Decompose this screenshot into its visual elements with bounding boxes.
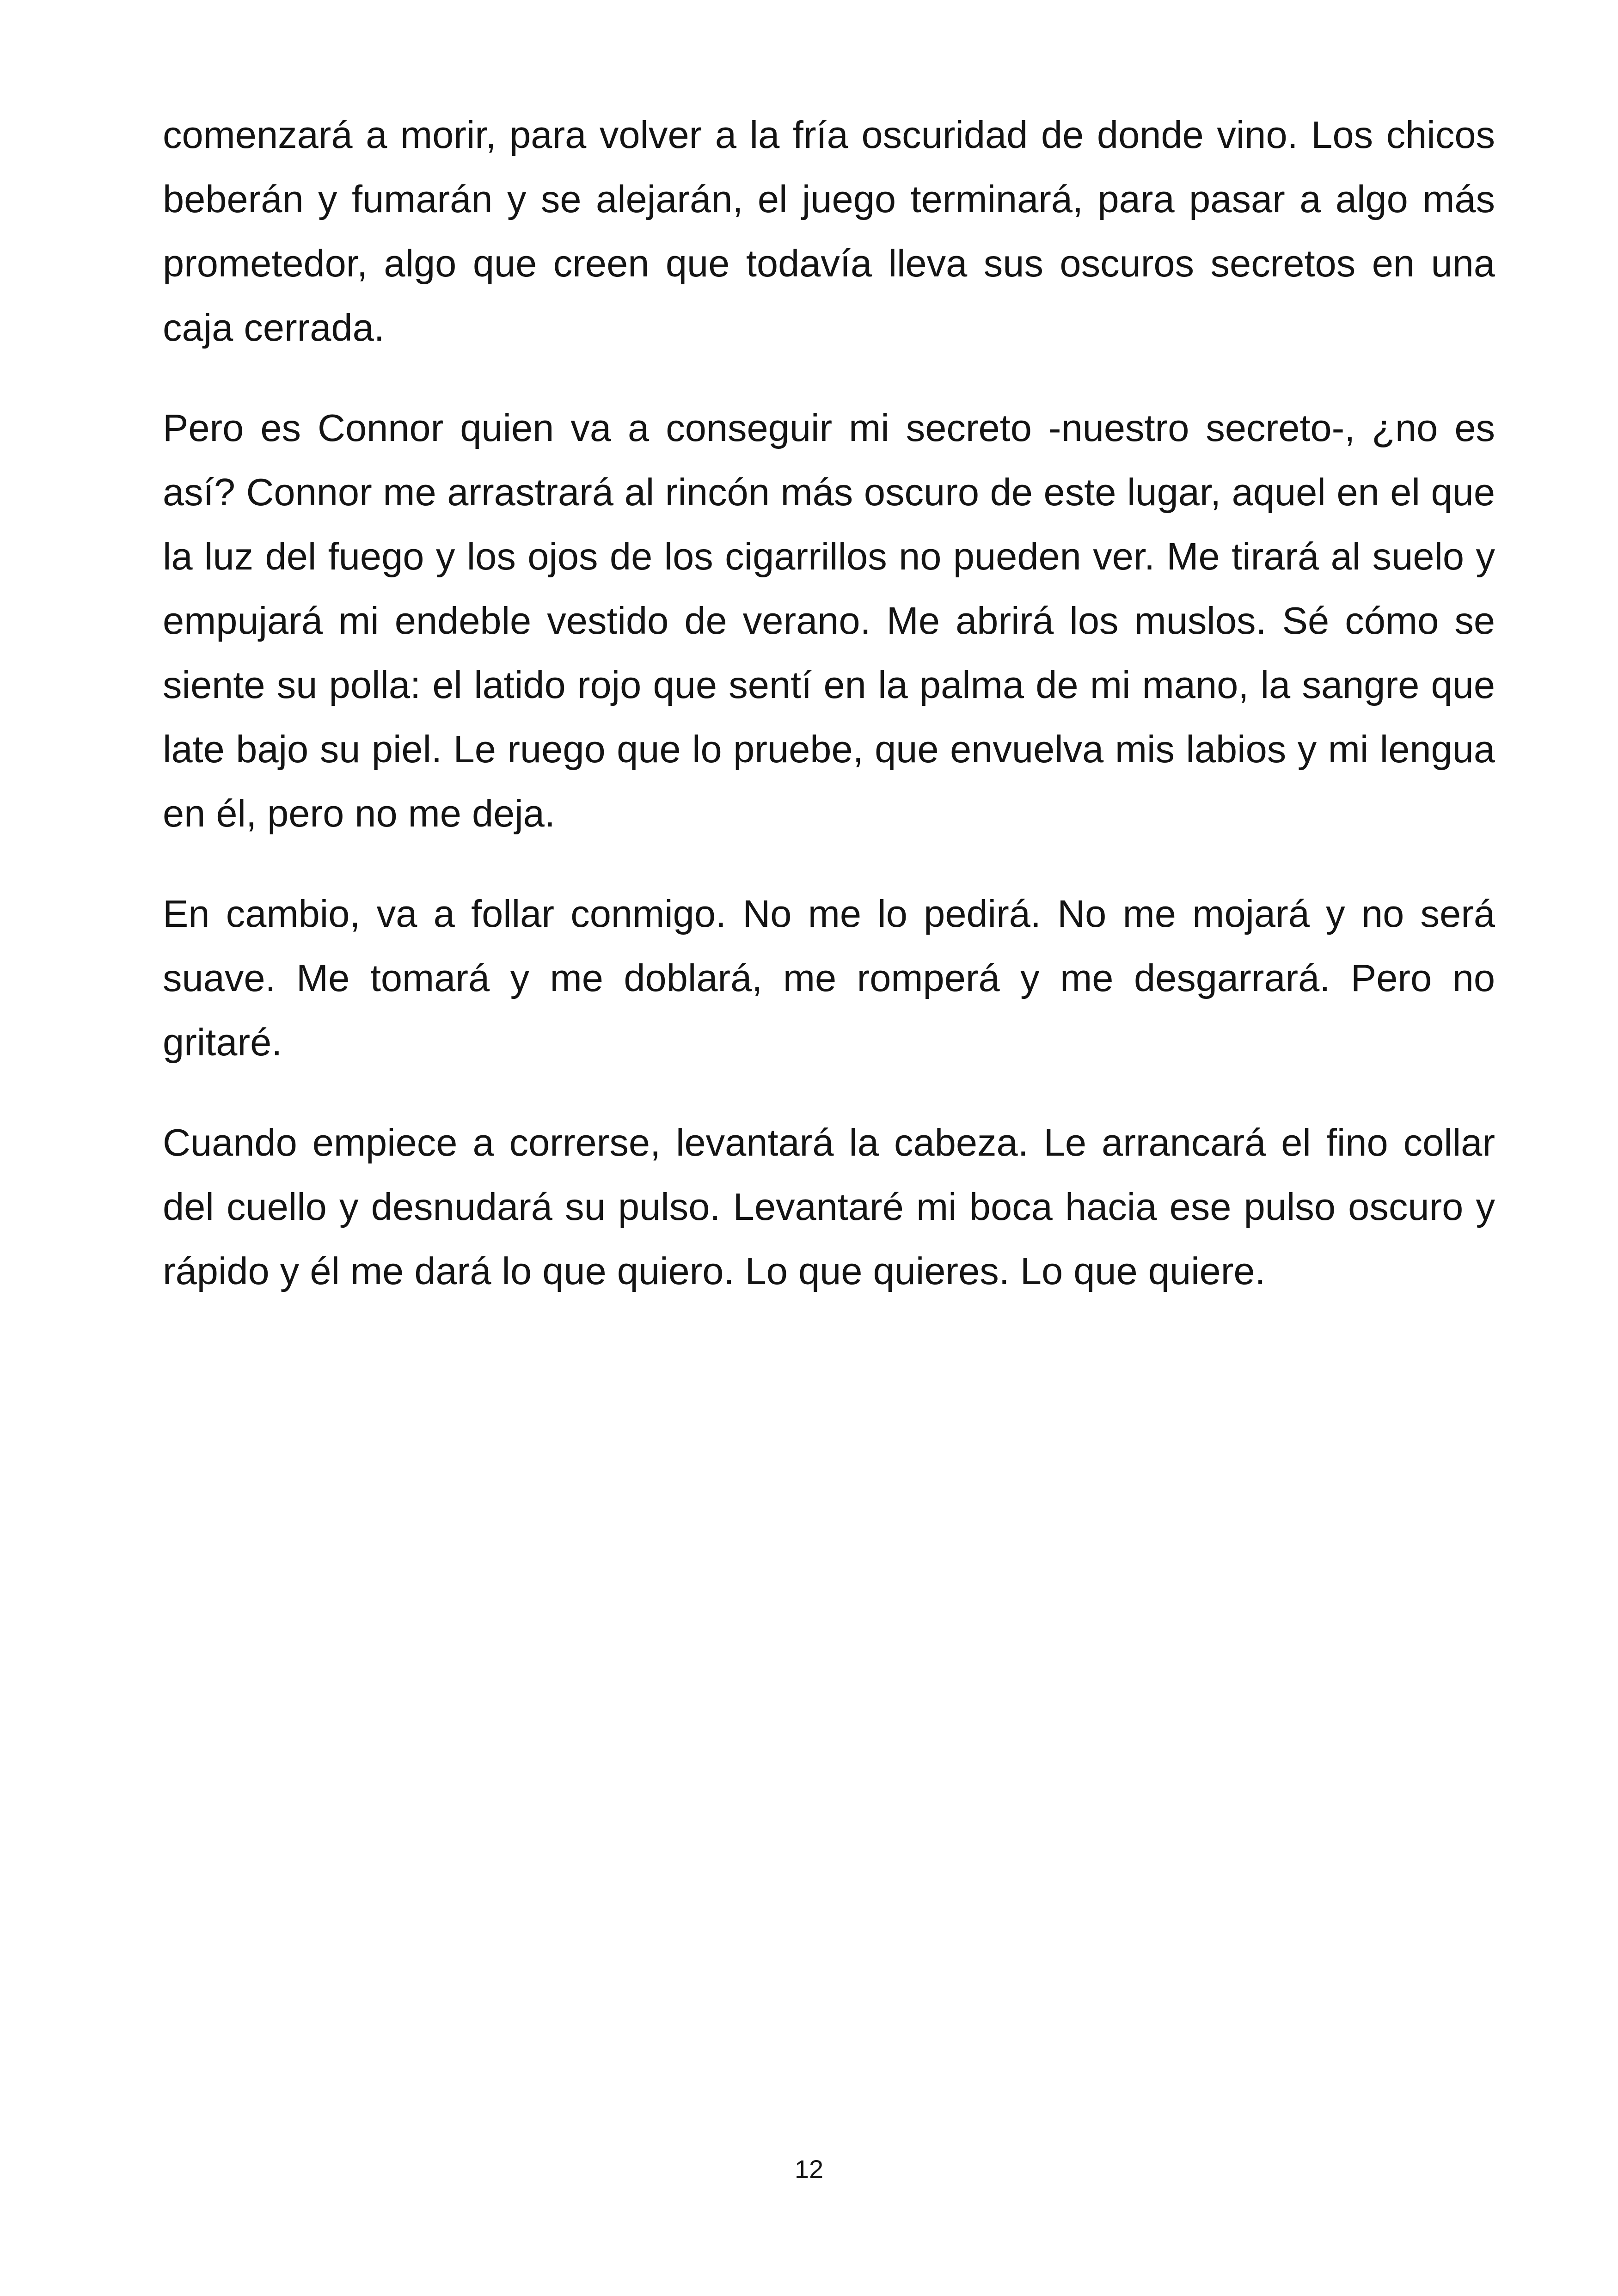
paragraph-4: Cuando empiece a correrse, levantará la cabeza. Le arrancará el fino collar del cuello y desnudará su pulso. Levantaré mi boca hacia ese pulso oscuro y rápido y él me dará lo que quiero. Lo que quieres. Lo que quiere.: [163, 1121, 1495, 1292]
page-number: 12: [794, 2155, 824, 2184]
body-text: [163, 103, 1495, 1303]
paragraph-3: En cambio, va a follar conmigo. No me lo pedirá. No me mojará y no será suave. Me tomará y me doblará, me romperá y me desgarrará. Pero no gritaré.: [163, 892, 1495, 1064]
paragraph-2: Pero es Connor quien va a conseguir mi secreto -nuestro secreto-, ¿no es así? Connor me arrastrará al rincón más oscuro de este lugar, aquel en el que la luz del fuego y los ojos de los cigarrillos no pueden ver. Me tirará al suelo y empujará mi endeble vestido de verano. Me abrirá los muslos. Sé cómo se siente su polla: el latido rojo que sentí en la palma de mi mano, la sangre que late bajo su piel. Le ruego que lo pruebe, que envuelva mis labios y mi lengua en él, pero no me deja.: [163, 406, 1495, 835]
paragraph-1: comenzará a morir, para volver a la fría oscuridad de donde vino. Los chicos beberán y fumarán y se alejarán, el juego terminará, para pasar a algo más prometedor, algo que creen que todavía lleva sus oscuros secretos en una caja cerrada.: [163, 113, 1495, 349]
